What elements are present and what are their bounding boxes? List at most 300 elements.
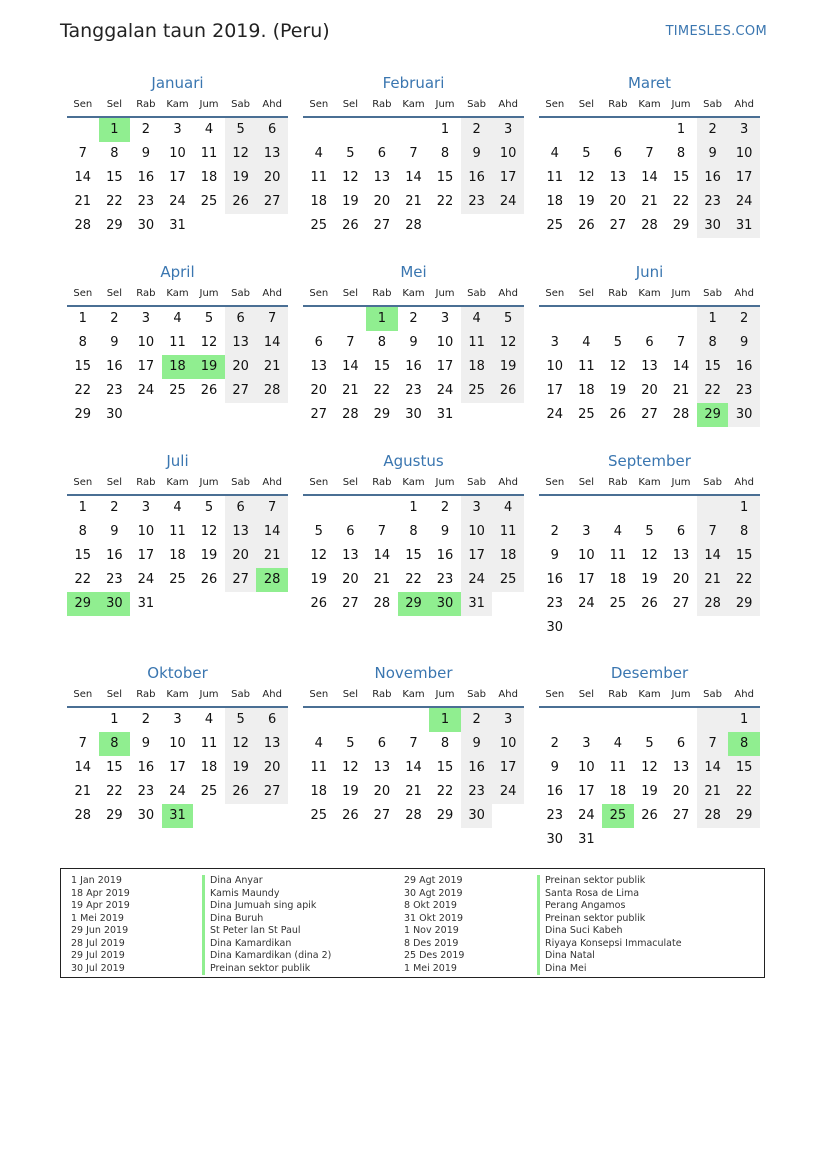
day-cell: 24 (546, 407, 564, 422)
day-cell: 5 (225, 708, 257, 732)
empty-cell (634, 496, 666, 520)
day-cell: 6 (346, 524, 355, 539)
day-cell: 13 (672, 760, 690, 775)
day-cell: 2 (409, 311, 418, 326)
day-cell: 19 (342, 784, 359, 799)
weekday-label: Sen (309, 689, 329, 700)
day-cell: 2 (440, 500, 450, 515)
day-cell: 15 (672, 170, 690, 185)
day-cell: 22 (728, 568, 760, 592)
day-cell: 19 (578, 194, 595, 209)
day-cell: 18 (578, 383, 595, 398)
day-cell: 26 (641, 596, 658, 611)
day-cell: 21 (697, 568, 729, 592)
day-cell: 2 (550, 736, 559, 751)
day-cell: 2 (550, 524, 559, 539)
weekday-label: Kam (166, 288, 189, 299)
day-cell: 7 (409, 146, 418, 161)
day-cell: 12 (578, 170, 595, 185)
month-name: Mei (400, 263, 427, 281)
month-name: Januari (151, 74, 204, 92)
month-name: Juli (166, 452, 189, 470)
day-cell: 14 (342, 359, 359, 374)
weekday-label: Sen (309, 99, 329, 110)
legend-holiday-name: Preinan sektor publik (537, 913, 682, 926)
day-cell: 19 (609, 383, 627, 398)
day-cell: 16 (546, 784, 564, 799)
day-cell: 13 (225, 331, 257, 355)
day-cell: 18 (546, 194, 564, 209)
day-cell: 17 (137, 548, 155, 563)
weekday-label: Sel (342, 288, 358, 299)
day-cell: 15 (373, 359, 391, 374)
legend-date: 19 Apr 2019 (71, 900, 130, 911)
day-cell: 15 (728, 544, 760, 568)
day-cell: 18 (461, 355, 493, 379)
day-cell: 24 (492, 190, 524, 214)
month-name: September (608, 452, 691, 470)
day-cell: 3 (492, 708, 524, 732)
day-cell: 28 (697, 592, 729, 616)
day-grid (539, 708, 760, 852)
day-cell: 2 (461, 708, 493, 732)
holiday-day: 30 (99, 592, 131, 616)
day-cell: 30 (697, 214, 729, 238)
day-cell: 19 (200, 548, 218, 563)
day-grid (303, 708, 524, 828)
day-cell: 5 (204, 311, 214, 326)
legend-date: 29 Jul 2019 (71, 950, 125, 961)
weekday-label: Kam (638, 477, 661, 488)
day-cell: 26 (342, 808, 359, 823)
day-cell: 3 (582, 736, 591, 751)
weekday-header (67, 472, 288, 496)
day-cell: 1 (409, 500, 418, 515)
month-maret (539, 72, 760, 238)
weekday-label: Rab (608, 477, 628, 488)
day-cell: 18 (609, 572, 627, 587)
weekday-label: Sab (467, 477, 486, 488)
weekday-label: Sab (703, 689, 722, 700)
empty-cell (366, 708, 398, 732)
day-cell: 16 (137, 170, 155, 185)
day-cell: 18 (200, 760, 218, 775)
day-cell: 12 (342, 760, 359, 775)
day-cell: 10 (137, 335, 155, 350)
empty-cell (335, 307, 367, 331)
day-cell: 15 (74, 548, 92, 563)
day-cell: 13 (373, 760, 391, 775)
weekday-header (303, 283, 524, 307)
day-cell: 3 (728, 118, 760, 142)
day-cell: 11 (609, 548, 627, 563)
month-name: April (160, 263, 195, 281)
weekday-label: Jum (435, 288, 455, 299)
day-cell: 27 (256, 780, 288, 804)
empty-cell (602, 307, 634, 331)
day-cell: 10 (169, 146, 186, 161)
legend-holiday-name: Dina Buruh (202, 913, 331, 926)
day-cell: 29 (74, 407, 92, 422)
day-cell: 16 (461, 756, 493, 780)
day-cell: 20 (342, 572, 359, 587)
day-cell: 6 (645, 335, 654, 350)
day-cell: 19 (342, 194, 359, 209)
holiday-day: 29 (398, 592, 430, 616)
holiday-day: 29 (67, 592, 99, 616)
weekday-label: Rab (372, 689, 392, 700)
day-cell: 30 (728, 403, 760, 427)
weekday-label: Jum (671, 477, 691, 488)
day-cell: 11 (492, 520, 524, 544)
day-cell: 11 (310, 170, 328, 185)
day-cell: 26 (492, 379, 524, 403)
day-cell: 26 (200, 572, 218, 587)
day-cell: 25 (200, 194, 218, 209)
legend-holiday-name: Preinan sektor publik (202, 963, 331, 976)
holiday-day: 1 (366, 307, 398, 331)
weekday-header (539, 283, 760, 307)
day-cell: 14 (697, 544, 729, 568)
weekday-label: Ahd (498, 288, 518, 299)
day-cell: 31 (728, 214, 760, 238)
day-cell: 22 (436, 784, 454, 799)
day-cell: 30 (405, 407, 422, 422)
weekday-label: Sen (73, 689, 93, 700)
day-cell: 20 (672, 572, 690, 587)
legend-names-left (202, 875, 331, 975)
day-cell: 21 (256, 355, 288, 379)
day-cell: 24 (728, 190, 760, 214)
day-cell: 14 (74, 170, 92, 185)
day-cell: 3 (173, 712, 182, 727)
day-cell: 2 (141, 712, 151, 727)
day-cell: 13 (672, 548, 690, 563)
day-cell: 28 (641, 218, 658, 233)
month-november (303, 662, 524, 828)
day-cell: 13 (256, 732, 288, 756)
day-cell: 7 (645, 146, 654, 161)
day-cell: 24 (461, 568, 493, 592)
weekday-label: Jum (671, 99, 691, 110)
empty-cell (398, 118, 430, 142)
day-cell: 4 (314, 146, 323, 161)
weekday-label: Sen (545, 689, 565, 700)
day-cell: 12 (342, 170, 359, 185)
day-grid (303, 118, 524, 238)
day-cell: 17 (137, 359, 155, 374)
day-cell: 11 (169, 335, 186, 350)
day-cell: 7 (697, 732, 729, 756)
month-desember (539, 662, 760, 852)
day-cell: 12 (641, 548, 658, 563)
empty-cell (602, 118, 634, 142)
day-cell: 3 (550, 335, 559, 350)
weekday-label: Jum (199, 288, 219, 299)
weekday-label: Jum (199, 477, 219, 488)
day-cell: 1 (110, 712, 119, 727)
month-name: Agustus (383, 452, 444, 470)
legend-names-right (537, 875, 682, 975)
holiday-day: 29 (697, 403, 729, 427)
day-cell: 8 (440, 146, 450, 161)
holiday-day: 1 (99, 118, 131, 142)
day-cell: 14 (697, 756, 729, 780)
day-cell: 24 (169, 784, 186, 799)
day-cell: 11 (169, 524, 186, 539)
day-cell: 21 (256, 544, 288, 568)
legend-date: 18 Apr 2019 (71, 887, 130, 899)
day-cell: 11 (200, 736, 218, 751)
weekday-label: Kam (638, 99, 661, 110)
day-cell: 9 (110, 524, 119, 539)
day-cell: 29 (728, 592, 760, 616)
day-cell: 10 (436, 335, 454, 350)
brand-link[interactable]: TIMESLES.COM (665, 24, 767, 39)
day-cell: 5 (645, 736, 654, 751)
day-cell: 4 (173, 500, 182, 515)
day-cell: 9 (461, 732, 493, 756)
day-cell: 7 (78, 146, 87, 161)
day-cell: 27 (672, 808, 690, 823)
empty-cell (335, 496, 367, 520)
day-cell: 22 (373, 383, 391, 398)
month-name: Februari (382, 74, 445, 92)
day-cell: 9 (550, 548, 559, 563)
day-cell: 11 (578, 359, 595, 374)
day-grid (303, 496, 524, 616)
month-juni (539, 261, 760, 427)
day-cell: 23 (728, 379, 760, 403)
day-cell: 30 (137, 808, 155, 823)
day-cell: 8 (409, 524, 418, 539)
day-cell: 17 (728, 166, 760, 190)
weekday-header (539, 684, 760, 708)
month-januari (67, 72, 288, 238)
weekday-label: Sel (578, 689, 594, 700)
day-cell: 26 (310, 596, 328, 611)
weekday-label: Kam (402, 288, 425, 299)
weekday-label: Jum (199, 689, 219, 700)
day-cell: 8 (110, 146, 119, 161)
day-cell: 23 (697, 190, 729, 214)
month-mei (303, 261, 524, 427)
day-cell: 29 (373, 407, 391, 422)
day-cell: 4 (461, 307, 493, 331)
day-cell: 22 (74, 572, 92, 587)
day-cell: 6 (377, 736, 387, 751)
weekday-label: Sab (231, 99, 250, 110)
weekday-label: Ahd (498, 689, 518, 700)
day-cell: 26 (609, 407, 627, 422)
legend-date: 29 Agt 2019 (404, 875, 463, 886)
day-cell: 20 (225, 544, 257, 568)
day-cell: 13 (310, 359, 328, 374)
day-cell: 6 (314, 335, 323, 350)
day-cell: 29 (106, 218, 123, 233)
day-cell: 14 (256, 520, 288, 544)
empty-cell (634, 708, 666, 732)
day-cell: 15 (74, 359, 92, 374)
weekday-label: Sen (545, 477, 565, 488)
day-grid (67, 496, 288, 616)
day-cell: 28 (74, 218, 92, 233)
day-cell: 19 (310, 572, 328, 587)
day-cell: 25 (492, 568, 524, 592)
month-oktober (67, 662, 288, 828)
day-cell: 30 (546, 620, 564, 635)
weekday-label: Sel (106, 288, 122, 299)
day-cell: 28 (672, 407, 690, 422)
day-cell: 31 (436, 407, 454, 422)
weekday-label: Rab (372, 99, 392, 110)
day-cell: 7 (256, 307, 288, 331)
day-cell: 12 (225, 142, 257, 166)
weekday-label: Sel (342, 689, 358, 700)
day-cell: 8 (440, 736, 450, 751)
empty-cell (539, 118, 571, 142)
day-cell: 8 (78, 524, 87, 539)
day-cell: 10 (578, 760, 595, 775)
day-cell: 9 (440, 524, 450, 539)
day-cell: 7 (256, 496, 288, 520)
day-cell: 25 (461, 379, 493, 403)
weekday-header (303, 472, 524, 496)
day-cell: 2 (110, 500, 119, 515)
day-cell: 2 (461, 118, 493, 142)
day-cell: 28 (342, 407, 359, 422)
day-cell: 2 (141, 122, 151, 137)
day-cell: 27 (373, 808, 391, 823)
day-cell: 14 (672, 359, 690, 374)
day-cell: 12 (200, 335, 218, 350)
weekday-label: Kam (166, 689, 189, 700)
day-cell: 27 (225, 379, 257, 403)
weekday-label: Ahd (262, 689, 282, 700)
day-cell: 23 (106, 572, 123, 587)
weekday-label: Jum (671, 288, 691, 299)
day-cell: 10 (546, 359, 564, 374)
day-cell: 28 (373, 596, 391, 611)
weekday-header (303, 94, 524, 118)
holiday-day: 19 (193, 355, 225, 379)
legend-holiday-name: St Peter lan St Paul (202, 925, 331, 938)
day-cell: 8 (676, 146, 686, 161)
empty-cell (571, 307, 603, 331)
day-cell: 17 (578, 572, 595, 587)
day-cell: 22 (436, 194, 454, 209)
day-cell: 19 (492, 355, 524, 379)
day-cell: 5 (346, 736, 355, 751)
day-cell: 24 (436, 383, 454, 398)
day-cell: 27 (225, 568, 257, 592)
day-cell: 22 (697, 379, 729, 403)
day-cell: 28 (405, 218, 422, 233)
holiday-legend (60, 868, 765, 978)
day-cell: 4 (492, 496, 524, 520)
holiday-day: 30 (429, 592, 461, 616)
weekday-label: Sen (309, 288, 329, 299)
day-cell: 25 (546, 218, 564, 233)
day-cell: 25 (310, 808, 328, 823)
weekday-header (539, 472, 760, 496)
day-cell: 27 (609, 218, 627, 233)
day-cell: 5 (225, 118, 257, 142)
weekday-label: Sab (231, 689, 250, 700)
empty-cell (366, 118, 398, 142)
day-cell: 29 (436, 808, 454, 823)
day-cell: 23 (461, 780, 493, 804)
day-cell: 20 (310, 383, 328, 398)
weekday-label: Rab (608, 689, 628, 700)
month-september (539, 450, 760, 640)
day-cell: 10 (137, 524, 155, 539)
legend-holiday-name: Kamis Maundy (202, 888, 331, 901)
day-cell: 17 (169, 170, 186, 185)
day-cell: 3 (440, 311, 450, 326)
day-cell: 6 (256, 708, 288, 732)
weekday-label: Sen (545, 99, 565, 110)
month-name: November (374, 664, 453, 682)
day-cell: 13 (342, 548, 359, 563)
day-grid (539, 496, 760, 640)
weekday-label: Sab (231, 477, 250, 488)
day-cell: 22 (106, 784, 123, 799)
day-cell: 16 (546, 572, 564, 587)
empty-cell (571, 118, 603, 142)
month-name: Oktober (147, 664, 208, 682)
weekday-label: Sab (703, 288, 722, 299)
day-cell: 17 (492, 756, 524, 780)
day-cell: 30 (106, 407, 123, 422)
weekday-label: Rab (136, 99, 156, 110)
day-cell: 1 (78, 500, 87, 515)
day-cell: 2 (728, 307, 760, 331)
day-cell: 18 (169, 548, 186, 563)
day-cell: 3 (141, 311, 151, 326)
day-cell: 4 (204, 712, 214, 727)
day-cell: 21 (74, 194, 92, 209)
day-cell: 9 (141, 736, 151, 751)
day-cell: 3 (492, 118, 524, 142)
day-cell: 15 (728, 756, 760, 780)
empty-cell (602, 496, 634, 520)
weekday-label: Sen (73, 99, 93, 110)
weekday-label: Ahd (262, 288, 282, 299)
day-cell: 6 (225, 307, 257, 331)
day-cell: 25 (200, 784, 218, 799)
weekday-label: Rab (136, 288, 156, 299)
weekday-label: Sel (106, 477, 122, 488)
day-cell: 21 (672, 383, 690, 398)
day-cell: 23 (436, 572, 454, 587)
empty-cell (634, 307, 666, 331)
day-cell: 12 (225, 732, 257, 756)
legend-holiday-name: Dina Kamardikan (dina 2) (202, 950, 331, 963)
legend-date: 29 Jun 2019 (71, 925, 129, 936)
legend-date: 30 Agt 2019 (404, 887, 463, 899)
weekday-label: Jum (435, 477, 455, 488)
day-cell: 12 (641, 760, 658, 775)
day-cell: 9 (697, 142, 729, 166)
day-grid (67, 307, 288, 427)
day-cell: 26 (225, 780, 257, 804)
legend-holiday-name: Santa Rosa de Lima (537, 888, 682, 901)
day-cell: 31 (461, 592, 493, 616)
day-cell: 17 (436, 359, 454, 374)
day-cell: 17 (546, 383, 564, 398)
day-cell: 7 (697, 520, 729, 544)
